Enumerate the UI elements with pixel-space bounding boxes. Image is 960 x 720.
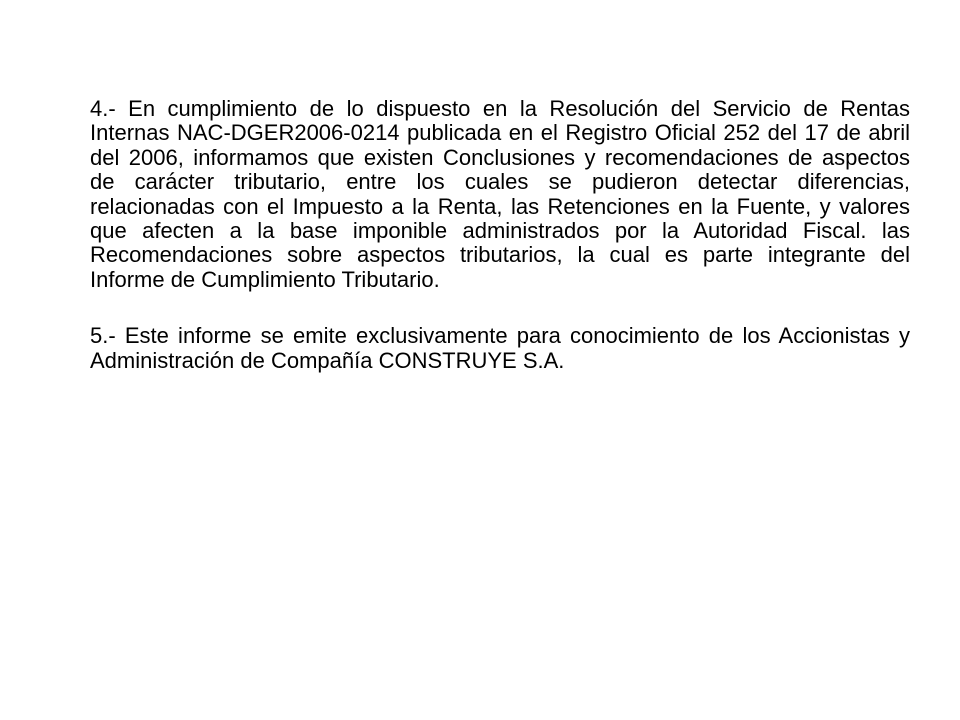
paragraph-5-report-purpose: 5.- Este informe se emite exclusivamente para conocimiento de los Accionistas y Administración de Compañía CONSTRUYE S.A. bbox=[90, 323, 910, 373]
slide-body bbox=[90, 97, 910, 373]
paragraph-4-tax-compliance: 4.- En cumplimiento de lo dispuesto en la Resolución del Servicio de Rentas Internas NAC-DGER2006-0214 publicada en el Registro Oficial 252 del 17 de abril del 2006, informamos que existen Conclusiones y recomendaciones de aspectos de carácter tributario, entre los cuales se pudieron detectar diferencias, relacionadas con el Impuesto a la Renta, las Retenciones en la Fuente, y valores que afecten a la base imponible administrados por la Autoridad Fiscal. las Recomendaciones sobre aspectos tributarios, la cual es parte integrante del Informe de Cumplimiento Tributario. bbox=[90, 96, 910, 292]
